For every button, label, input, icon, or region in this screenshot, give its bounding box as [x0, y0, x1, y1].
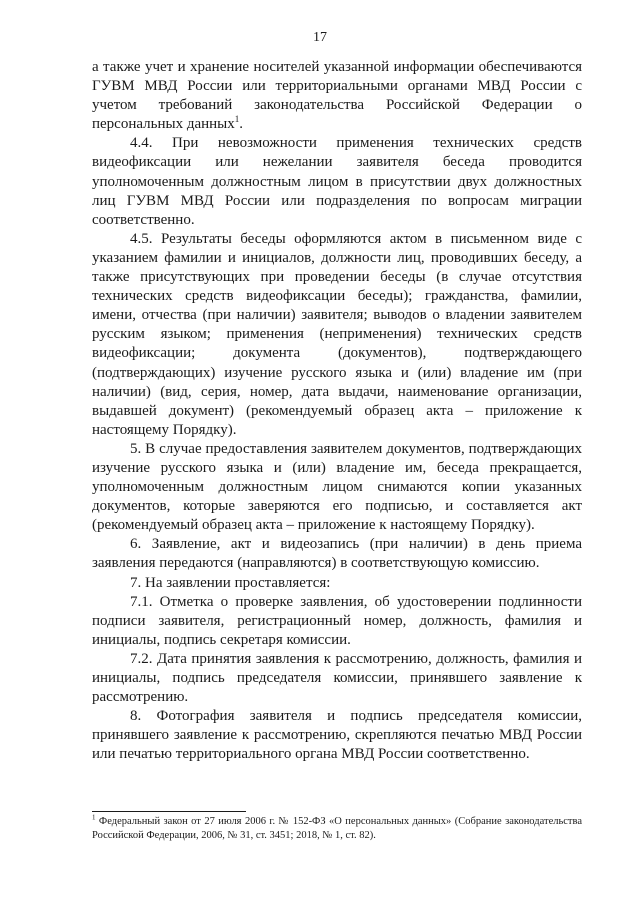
paragraph-5: 5. В случае предоставления заявителем документов, подтверждающих изучение русского языка и (или) владение им, беседа прекращается, уполномоченным должностным лицом снимаются копии указанных документов, которые заверяются его подписью, и составляется акт (рекомендуемый образец акта – приложение к настоящему Порядку).	[92, 440, 582, 534]
paragraph-4-4: 4.4. При невозможности применения технических средств видеофиксации или нежелании заявителя беседа проводится уполномоченным должностным лицом в присутствии двух должностных лиц ГУВМ МВД России или подразделения по вопросам миграции соответственно.	[92, 135, 582, 228]
paragraph-7-1: 7.1. Отметка о проверке заявления, об удостоверении подлинности подписи заявителя, регистрационный номер, должность, фамилия и инициалы, подпись секретаря комиссии.	[92, 593, 582, 648]
paragraph-end-punctuation: .	[239, 116, 244, 133]
footnote	[92, 815, 582, 843]
page-number: 17	[313, 30, 327, 45]
paragraph-text: а также учет и хранение носителей указанной информации обеспечиваются ГУВМ МВД России или территориальными органами МВД России с учетом требований законодательства Российской Федерации о персональных данных	[92, 59, 582, 133]
footnote-divider	[92, 811, 246, 812]
paragraph-6: 6. Заявление, акт и видеозапись (при наличии) в день приема заявления передаются (направляются) в соответствующую комиссию.	[92, 536, 582, 572]
paragraph-7-2: 7.2. Дата принятия заявления к рассмотрению, должность, фамилия и инициалы, подпись председателя комиссии, принявшего заявление к рассмотрению.	[92, 650, 582, 706]
document-body	[92, 58, 582, 764]
paragraph-7: 7. На заявлении проставляется:	[130, 574, 331, 591]
footnote-reference[interactable]: 1	[234, 114, 240, 125]
paragraph-4-5: 4.5. Результаты беседы оформляются актом в письменном виде с указанием фамилии и инициалов, должности лиц, проводивших беседу, а также присутствующих при проведении беседы (в случае отсутствия технических средств видеофиксации беседы); гражданства, фамилии, имени, отчества (при наличии) заявителя; выводов о владении заявителем русским языком; применения (неприменения) технических средств видеофиксации; документа (документов), подтверждающего (подтверждающих) изучение русского языка и (или) владение им (при наличии) (вид, серия, номер, дата выдачи, наименование организации, выдавшей документ) (рекомендуемый образец акта – приложение к настоящему Порядку).	[92, 230, 582, 438]
footnote-marker: 1	[92, 813, 96, 822]
footnote-text: Федеральный закон от 27 июля 2006 г. № 152-ФЗ «О персональных данных» (Собрание законодательства Российской Федерации, 2006, № 31, ст. 3451; 2018, № 1, ст. 82).	[92, 816, 582, 841]
paragraph-8: 8. Фотография заявителя и подпись председателя комиссии, принявшего заявление к рассмотрению, скрепляются печатью МВД России или печатью территориального органа МВД России соответственно.	[92, 708, 582, 763]
paragraph-continuation	[92, 58, 582, 134]
